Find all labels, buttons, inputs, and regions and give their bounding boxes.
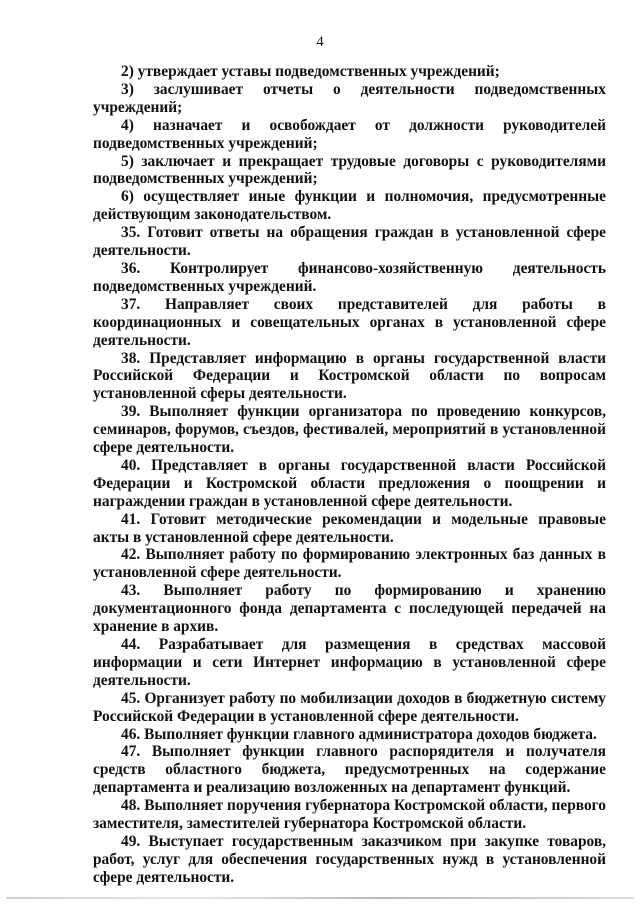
document-body bbox=[93, 63, 606, 887]
clause-40: 40. Представляет в органы государственной власти Российской Федерации и Костромской области предложения о поощрении и награждении граждан в установленной сфере деятельности. bbox=[93, 456, 606, 510]
clause-49: 49. Выступает государственным заказчиком при закупке товаров, работ, услуг для обеспечения государственных нужд в установленной сфере деятельности. bbox=[93, 832, 606, 886]
clause-46: 46. Выполняет функции главного администратора доходов бюджета. bbox=[121, 725, 597, 743]
clause-47: 47. Выполняет функции главного распорядителя и получателя средств областного бюджета, предусмотренных на содержание департамента и реализацию возложенных на департамент функций. bbox=[93, 743, 606, 797]
page-number: 4 bbox=[316, 34, 324, 50]
clause-48: 48. Выполняет поручения губернатора Костромской области, первого заместителя, заместителей губернатора Костромской области. bbox=[93, 797, 606, 833]
clause-39: 39. Выполняет функции организатора по проведению конкурсов, семинаров, форумов, съездов, фестивалей, мероприятий в установленной сфере деятельности. bbox=[93, 403, 606, 457]
clause-45: 45. Организует работу по мобилизации доходов в бюджетную систему Российской Федерации в установленной сфере деятельности. bbox=[93, 689, 606, 725]
clause-38: 38. Представляет информацию в органы государственной власти Российской Федерации и Костромской области по вопросам установленной сферы деятельности. bbox=[93, 349, 606, 403]
scan-edge-line bbox=[6, 897, 634, 899]
clause-42: 42. Выполняет работу по формированию электронных баз данных в установленной сфере деятельности. bbox=[93, 546, 606, 582]
clause-44: 44. Разрабатывает для размещения в средствах массовой информации и сети Интернет информацию в установленной сфере деятельности. bbox=[93, 636, 606, 689]
clause-41: 41. Готовит методические рекомендации и модельные правовые акты в установленной сфере деятельности. bbox=[93, 510, 606, 546]
list-item: 6) осуществляет иные функции и полномочия, предусмотренные действующим законодательством. bbox=[93, 188, 606, 224]
list-item: 4) назначает и освобождает от должности руководителей подведомственных учреждений; bbox=[93, 116, 606, 152]
list-item: 5) заключает и прекращает трудовые договоры с руководителями подведомственных учреждений; bbox=[93, 152, 606, 188]
clause-35: 35. Готовит ответы на обращения граждан в установленной сфере деятельности. bbox=[93, 224, 606, 260]
clause-37: 37. Направляет своих представителей для работы в координационных и совещательных органах в установленной сфере деятельности. bbox=[93, 295, 606, 349]
clause-36: 36. Контролирует финансово-хозяйственную деятельность подведомственных учреждений. bbox=[93, 259, 606, 295]
list-item: 2) утверждает уставы подведомственных учреждений; bbox=[121, 63, 500, 80]
clause-43: 43. Выполняет работу по формированию и хранению документационного фонда департамента с последующей передачей на хранение в архив. bbox=[93, 582, 606, 636]
list-item: 3) заслушивает отчеты о деятельности подведомственных учреждений; bbox=[93, 80, 606, 116]
